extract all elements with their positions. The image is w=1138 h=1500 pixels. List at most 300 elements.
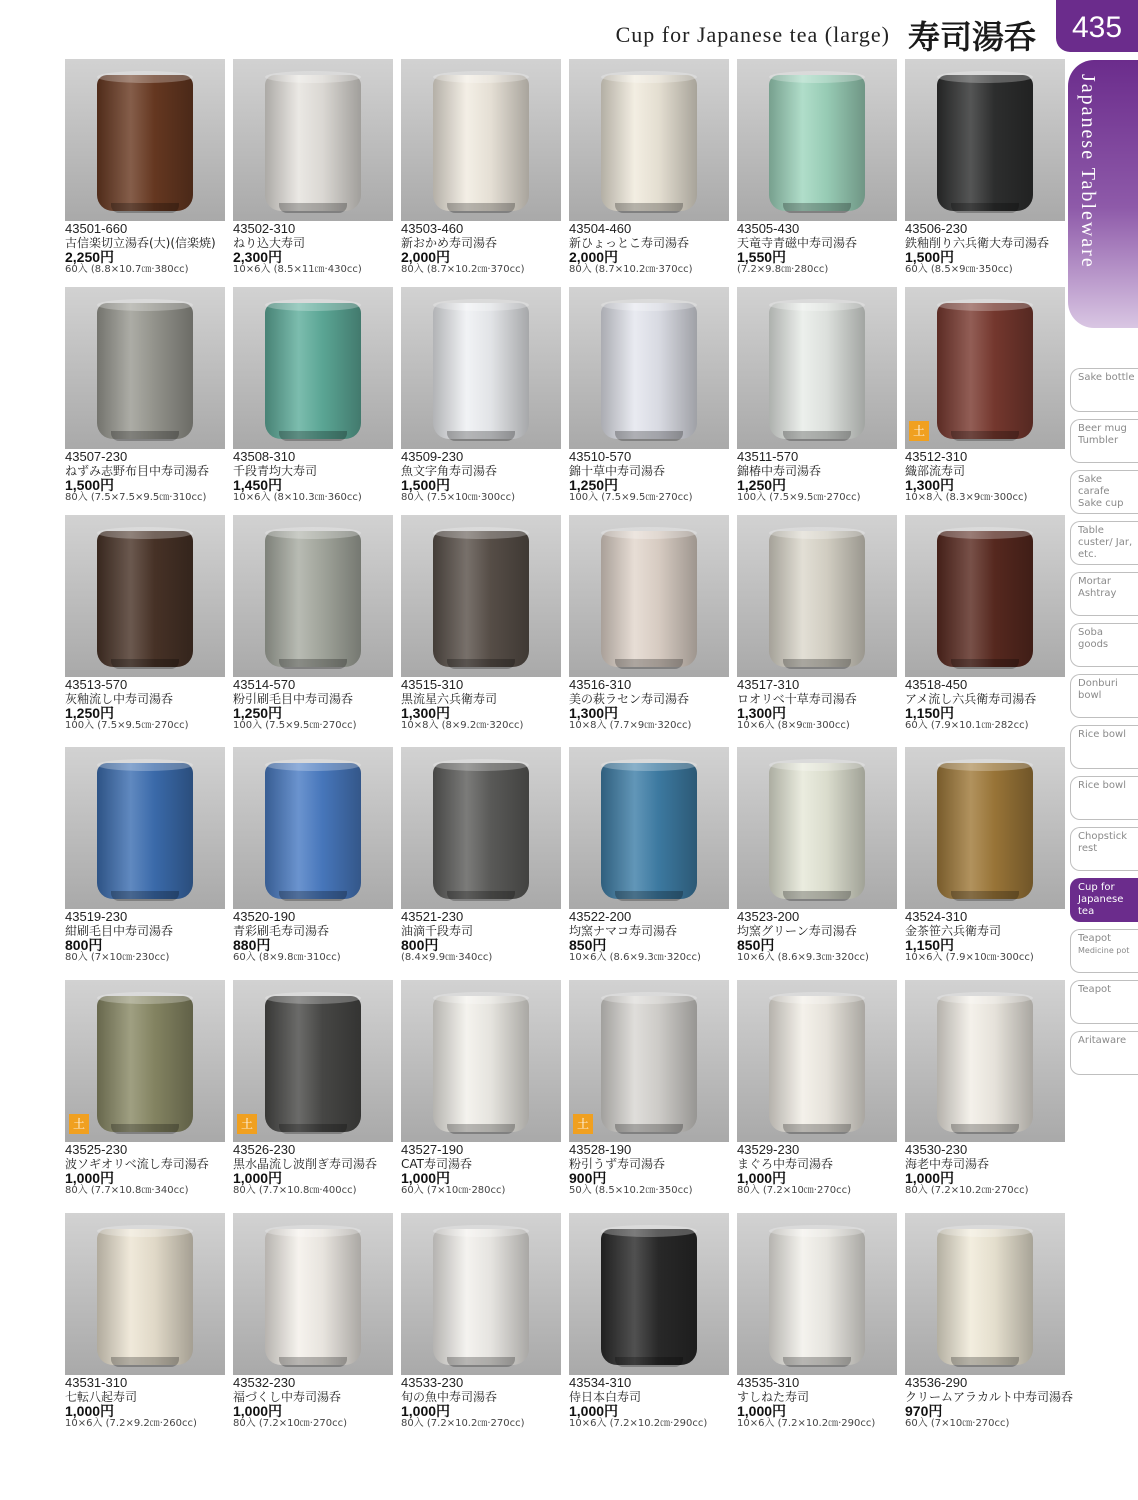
product-spec: 80入 (8.7×10.2㎝·370cc) — [401, 264, 525, 275]
product-caption — [737, 222, 912, 276]
product-spec: 10×8入 (8.3×9㎝·300cc) — [905, 492, 1028, 503]
cup-foot — [447, 891, 515, 901]
cup-rim — [937, 992, 1033, 1004]
product-code: 43528-190 — [569, 1142, 632, 1157]
product-code: 43532-230 — [233, 1375, 296, 1390]
product-spec: (8.4×9.9㎝·340cc) — [401, 952, 493, 963]
product-name: 均窯グリーン寿司湯呑 — [737, 924, 857, 938]
product-spec: 50入 (8.5×10.2㎝·350cc) — [569, 1185, 693, 1196]
cup-rim — [769, 1225, 865, 1237]
cup-foot — [951, 203, 1019, 213]
product-photo — [65, 515, 225, 677]
tea-cup-image — [265, 996, 361, 1132]
cup-rim — [769, 299, 865, 311]
product-name: 美の萩ラセン寿司湯呑 — [569, 692, 690, 706]
cup-rim — [433, 1225, 529, 1237]
product-caption — [905, 222, 1080, 276]
product-name: 新ひょっとこ寿司湯呑 — [569, 236, 690, 250]
product-name: 千段青均大寿司 — [233, 464, 318, 478]
tea-cup-image — [433, 303, 529, 439]
product-photo — [401, 59, 561, 221]
cup-rim — [97, 71, 193, 83]
product-caption — [569, 678, 744, 732]
product-price: 1,000円 — [569, 1403, 619, 1419]
clay-badge: 土 — [237, 1114, 257, 1134]
product-caption — [401, 1376, 576, 1430]
cup-rim — [433, 527, 529, 539]
category-tabs — [1070, 368, 1138, 1082]
tab-label: Rice bowl — [1078, 729, 1126, 740]
product-name: 金茶笹六兵衛寿司 — [905, 924, 1002, 938]
page-number: 435 — [1056, 0, 1138, 52]
product-price: 1,000円 — [65, 1403, 115, 1419]
tea-cup-image — [601, 75, 697, 211]
product-price: 1,150円 — [905, 705, 955, 721]
tea-cup-image — [97, 75, 193, 211]
product-code: 43501-660 — [65, 221, 128, 236]
product-price: 850円 — [737, 937, 775, 953]
tea-cup-image — [769, 996, 865, 1132]
product-photo — [65, 59, 225, 221]
cup-foot — [951, 1357, 1019, 1367]
product-price: 800円 — [401, 937, 439, 953]
product-name: 魚文字角寿司湯呑 — [401, 464, 498, 478]
tab-mortar-ashtray[interactable] — [1070, 572, 1138, 616]
product-photo — [569, 59, 729, 221]
product-code: 43522-200 — [569, 909, 632, 924]
cup-rim — [937, 527, 1033, 539]
product-caption — [233, 1376, 408, 1430]
product-caption — [233, 1143, 408, 1197]
product-caption — [233, 910, 408, 964]
product-spec: 80入 (7×10㎝·230cc) — [65, 952, 170, 963]
cup-foot — [783, 659, 851, 669]
product-code: 43530-230 — [905, 1142, 968, 1157]
cup-foot — [615, 431, 683, 441]
tab-rice-bowl[interactable] — [1070, 725, 1138, 769]
tab-label: Table custer/ Jar, etc. — [1078, 525, 1133, 560]
cup-rim — [265, 299, 361, 311]
product-photo — [737, 1213, 897, 1375]
product-photo — [905, 1213, 1065, 1375]
product-caption — [737, 678, 912, 732]
cup-foot — [111, 431, 179, 441]
product-photo — [905, 515, 1065, 677]
cup-foot — [951, 431, 1019, 441]
cup-rim — [265, 992, 361, 1004]
cup-rim — [601, 527, 697, 539]
cup-rim — [97, 299, 193, 311]
tea-cup-image — [769, 763, 865, 899]
product-spec: 80入 (7.5×10㎝·300cc) — [401, 492, 515, 503]
product-spec: 80入 (7.7×10.8㎝·400cc) — [233, 1185, 357, 1196]
cup-rim — [97, 527, 193, 539]
product-photo — [905, 980, 1065, 1142]
cup-foot — [279, 431, 347, 441]
product-caption — [569, 910, 744, 964]
product-photo — [569, 747, 729, 909]
product-spec: 60入 (8.5×9㎝·350cc) — [905, 264, 1013, 275]
product-spec: 80入 (8.7×10.2㎝·370cc) — [569, 264, 693, 275]
product-spec: 60入 (7.9×10.1㎝·282cc) — [905, 720, 1029, 731]
tea-cup-image — [265, 763, 361, 899]
tea-cup-image — [97, 1229, 193, 1365]
product-code: 43525-230 — [65, 1142, 128, 1157]
product-price: 1,300円 — [401, 705, 451, 721]
product-spec: 80入 (7.2×10.2㎝·270cc) — [401, 1418, 525, 1429]
product-spec: 10×6入 (8.6×9.3㎝·320cc) — [569, 952, 701, 963]
product-photo — [905, 59, 1065, 221]
product-caption — [905, 450, 1080, 504]
cup-foot — [447, 203, 515, 213]
tab-soba-goods[interactable] — [1070, 623, 1138, 667]
product-caption — [65, 678, 240, 732]
product-photo — [905, 287, 1065, 449]
product-code: 43511-570 — [737, 449, 799, 464]
product-photo — [233, 515, 393, 677]
cup-foot — [279, 203, 347, 213]
tab-rice-bowl[interactable] — [1070, 776, 1138, 820]
product-name: 青彩刷毛寿司湯呑 — [233, 924, 330, 938]
cup-rim — [601, 992, 697, 1004]
product-caption — [569, 222, 744, 276]
product-code: 43535-310 — [737, 1375, 800, 1390]
product-spec: 10×8入 (7.7×9㎝·320cc) — [569, 720, 692, 731]
page-header — [0, 0, 1138, 60]
product-name: まぐろ中寿司湯呑 — [737, 1157, 834, 1171]
tea-cup-image — [97, 763, 193, 899]
product-caption — [65, 450, 240, 504]
tea-cup-image — [769, 75, 865, 211]
product-code: 43514-570 — [233, 677, 296, 692]
product-code: 43526-230 — [233, 1142, 296, 1157]
product-price: 2,300円 — [233, 249, 283, 265]
cup-foot — [111, 203, 179, 213]
product-name: 黒流星六兵衛寿司 — [401, 692, 498, 706]
tea-cup-image — [97, 996, 193, 1132]
cup-rim — [265, 527, 361, 539]
product-photo — [905, 747, 1065, 909]
tab-beer-mug-tumbler[interactable] — [1070, 419, 1138, 463]
product-caption — [905, 1376, 1080, 1430]
tab-label: Sake bottle — [1078, 372, 1135, 383]
product-spec: 100入 (7.5×9.5㎝·270cc) — [233, 720, 357, 731]
product-code: 43529-230 — [737, 1142, 800, 1157]
clay-badge: 土 — [573, 1114, 593, 1134]
product-code: 43508-310 — [233, 449, 296, 464]
product-price: 1,250円 — [737, 477, 787, 493]
product-spec: 60入 (8.8×10.7㎝·380cc) — [65, 264, 189, 275]
product-price: 900円 — [569, 1170, 607, 1186]
tea-cup-image — [769, 303, 865, 439]
product-price: 1,000円 — [737, 1170, 787, 1186]
cup-foot — [111, 1357, 179, 1367]
tab-label: Teapot — [1078, 984, 1112, 995]
cup-foot — [111, 1124, 179, 1134]
product-photo — [65, 980, 225, 1142]
tab-donburi-bowl[interactable] — [1070, 674, 1138, 718]
product-code: 43531-310 — [65, 1375, 128, 1390]
product-photo — [233, 1213, 393, 1375]
tab-label: Sake carafe Sake cup — [1078, 474, 1124, 509]
product-code: 43519-230 — [65, 909, 128, 924]
tab-sake-carafe-sake-cup[interactable] — [1070, 470, 1138, 514]
cup-rim — [433, 71, 529, 83]
product-code: 43509-230 — [401, 449, 464, 464]
product-code: 43502-310 — [233, 221, 296, 236]
product-name: 天竜寺青磁中寿司湯呑 — [737, 236, 858, 250]
tab-sublabel: Medicine pot — [1078, 946, 1130, 955]
product-price: 800円 — [65, 937, 103, 953]
product-spec: 100入 (7.5×9.5㎝·270cc) — [737, 492, 861, 503]
product-code: 43524-310 — [905, 909, 968, 924]
cup-rim — [937, 759, 1033, 771]
product-code: 43517-310 — [737, 677, 800, 692]
tea-cup-image — [433, 996, 529, 1132]
product-name: 粉引うず寿司湯呑 — [569, 1157, 666, 1171]
cup-foot — [615, 891, 683, 901]
clay-badge: 土 — [69, 1114, 89, 1134]
product-spec: 100入 (7.5×9.5㎝·270cc) — [569, 492, 693, 503]
cup-foot — [615, 1357, 683, 1367]
product-code: 43507-230 — [65, 449, 128, 464]
product-price: 1,000円 — [65, 1170, 115, 1186]
product-photo — [65, 1213, 225, 1375]
product-price: 1,300円 — [737, 705, 787, 721]
product-caption — [905, 1143, 1080, 1197]
tab-table-custer-jar-etc[interactable] — [1070, 521, 1138, 565]
product-code: 43506-230 — [905, 221, 968, 236]
cup-rim — [937, 299, 1033, 311]
product-photo — [65, 287, 225, 449]
product-spec: 80入 (7.2×10.2㎝·270cc) — [905, 1185, 1029, 1196]
product-name: ねり込大寿司 — [233, 236, 306, 250]
product-name: 油滴千段寿司 — [401, 924, 474, 938]
product-price: 1,300円 — [905, 477, 955, 493]
tab-teapot[interactable] — [1070, 929, 1138, 973]
product-caption — [401, 450, 576, 504]
product-name: 旬の魚中寿司湯呑 — [401, 1390, 498, 1404]
product-photo — [569, 287, 729, 449]
product-code: 43515-310 — [401, 677, 464, 692]
product-photo — [233, 59, 393, 221]
cup-rim — [769, 71, 865, 83]
tab-sake-bottle[interactable] — [1070, 368, 1138, 412]
tea-cup-image — [97, 303, 193, 439]
product-price: 1,300円 — [569, 705, 619, 721]
product-code: 43527-190 — [401, 1142, 464, 1157]
product-name: 古信楽切立湯呑(大)(信楽焼) — [65, 236, 216, 250]
product-photo — [737, 980, 897, 1142]
product-code: 43533-230 — [401, 1375, 464, 1390]
cup-foot — [447, 1124, 515, 1134]
tab-label: Donburi bowl — [1078, 678, 1118, 701]
product-price: 1,450円 — [233, 477, 283, 493]
cup-rim — [265, 1225, 361, 1237]
product-photo — [233, 287, 393, 449]
tea-cup-image — [601, 996, 697, 1132]
tab-teapot[interactable] — [1070, 980, 1138, 1024]
cup-rim — [601, 71, 697, 83]
tea-cup-image — [433, 75, 529, 211]
cup-foot — [615, 1124, 683, 1134]
product-price: 1,500円 — [905, 249, 955, 265]
product-name: 錦十草中寿司湯呑 — [569, 464, 666, 478]
tab-label: Mortar Ashtray — [1078, 576, 1117, 599]
cup-rim — [937, 1225, 1033, 1237]
product-caption — [737, 450, 912, 504]
product-spec: 10×6入 (7.2×9.2㎝·260cc) — [65, 1418, 197, 1429]
product-code: 43536-290 — [905, 1375, 968, 1390]
product-caption — [233, 450, 408, 504]
product-spec: 80入 (7.2×10㎝·270cc) — [233, 1418, 347, 1429]
cup-foot — [279, 891, 347, 901]
product-name: 海老中寿司湯呑 — [905, 1157, 990, 1171]
tab-cup-for-japanese-tea[interactable] — [1070, 878, 1138, 922]
tab-aritaware[interactable] — [1070, 1031, 1138, 1075]
product-caption — [233, 222, 408, 276]
tab-chopstick-rest[interactable] — [1070, 827, 1138, 871]
tab-label: Cup for Japanese tea — [1078, 882, 1124, 917]
cup-rim — [769, 992, 865, 1004]
cup-foot — [615, 203, 683, 213]
product-name: 福づくし中寿司湯呑 — [233, 1390, 342, 1404]
product-name: 織部流寿司 — [905, 464, 966, 478]
tea-cup-image — [265, 531, 361, 667]
product-spec: 10×6入 (8×9㎝·300cc) — [737, 720, 850, 731]
tea-cup-image — [601, 763, 697, 899]
tea-cup-image — [769, 531, 865, 667]
product-price: 2,250円 — [65, 249, 115, 265]
product-price: 1,000円 — [233, 1170, 283, 1186]
product-spec: 10×8入 (8×9.2㎝·320cc) — [401, 720, 524, 731]
product-name: ロオリベ十草寿司湯呑 — [737, 692, 857, 706]
cup-rim — [265, 71, 361, 83]
product-photo — [233, 980, 393, 1142]
product-photo — [737, 515, 897, 677]
side-category-label: Japanese Tableware — [1077, 74, 1099, 269]
page-title-jp: 寿司湯呑 — [907, 18, 1036, 56]
tea-cup-image — [937, 531, 1033, 667]
product-code: 43516-310 — [569, 677, 632, 692]
product-code: 43520-190 — [233, 909, 296, 924]
product-price: 1,250円 — [233, 705, 283, 721]
side-category-tab[interactable] — [1068, 60, 1138, 328]
cup-rim — [769, 759, 865, 771]
product-spec: 60入 (7×10㎝·280cc) — [401, 1185, 506, 1196]
cup-foot — [783, 203, 851, 213]
product-photo — [65, 747, 225, 909]
tea-cup-image — [433, 1229, 529, 1365]
tea-cup-image — [937, 1229, 1033, 1365]
cup-foot — [951, 659, 1019, 669]
tea-cup-image — [601, 303, 697, 439]
tea-cup-image — [265, 1229, 361, 1365]
product-price: 1,000円 — [401, 1170, 451, 1186]
product-caption — [905, 678, 1080, 732]
cup-foot — [615, 659, 683, 669]
page-title-en: Cup for Japanese tea (large) — [615, 22, 890, 47]
product-spec: 100入 (7.5×9.5㎝·270cc) — [65, 720, 189, 731]
cup-rim — [433, 992, 529, 1004]
product-name: 紺刷毛目中寿司湯呑 — [65, 924, 174, 938]
tab-label: Chopstick rest — [1078, 831, 1127, 854]
cup-foot — [447, 659, 515, 669]
product-photo — [401, 287, 561, 449]
cup-foot — [951, 1124, 1019, 1134]
tab-label: Soba goods — [1078, 627, 1109, 650]
product-caption — [65, 910, 240, 964]
product-code: 43512-310 — [905, 449, 968, 464]
product-price: 1,000円 — [233, 1403, 283, 1419]
product-photo — [569, 1213, 729, 1375]
product-spec: 10×6入 (8.5×11㎝·430cc) — [233, 264, 362, 275]
cup-rim — [433, 759, 529, 771]
product-code: 43534-310 — [569, 1375, 632, 1390]
product-name: 侍日本白寿司 — [569, 1390, 642, 1404]
cup-foot — [279, 1124, 347, 1134]
product-spec: 10×6入 (8×10.3㎝·360cc) — [233, 492, 362, 503]
product-price: 1,550円 — [737, 249, 787, 265]
cup-rim — [265, 759, 361, 771]
tab-label: Aritaware — [1078, 1035, 1127, 1046]
product-photo — [233, 747, 393, 909]
product-name: アメ流し六兵衛寿司湯呑 — [905, 692, 1037, 706]
product-name: 黒水晶流し波削ぎ寿司湯呑 — [233, 1157, 378, 1171]
tea-cup-image — [769, 1229, 865, 1365]
cup-rim — [601, 299, 697, 311]
product-price: 2,000円 — [401, 249, 451, 265]
product-caption — [737, 1143, 912, 1197]
product-spec: 10×6入 (7.9×10㎝·300cc) — [905, 952, 1034, 963]
cup-foot — [279, 1357, 347, 1367]
product-caption — [65, 1376, 240, 1430]
product-price: 880円 — [233, 937, 271, 953]
product-caption — [401, 1143, 576, 1197]
product-name: 波ソギオリベ流し寿司湯呑 — [65, 1157, 209, 1171]
tea-cup-image — [601, 531, 697, 667]
product-caption — [401, 222, 576, 276]
product-caption — [905, 910, 1080, 964]
cup-foot — [783, 1357, 851, 1367]
product-code: 43513-570 — [65, 677, 128, 692]
tea-cup-image — [601, 1229, 697, 1365]
cup-rim — [769, 527, 865, 539]
product-name: ねずみ志野布目中寿司湯呑 — [65, 464, 210, 478]
product-price: 1,000円 — [401, 1403, 451, 1419]
product-caption — [737, 910, 912, 964]
product-name: 新おかめ寿司湯呑 — [401, 236, 498, 250]
tea-cup-image — [937, 303, 1033, 439]
cup-rim — [97, 759, 193, 771]
product-photo — [401, 980, 561, 1142]
product-code: 43521-230 — [401, 909, 464, 924]
tea-cup-image — [433, 531, 529, 667]
product-spec: 10×6入 (7.2×10.2㎝·290cc) — [737, 1418, 876, 1429]
product-photo — [569, 515, 729, 677]
product-price: 1,150円 — [905, 937, 955, 953]
product-price: 970円 — [905, 1403, 943, 1419]
product-name: 錦椿中寿司湯呑 — [737, 464, 822, 478]
product-photo — [401, 747, 561, 909]
cup-foot — [951, 891, 1019, 901]
tea-cup-image — [265, 75, 361, 211]
product-price: 2,000円 — [569, 249, 619, 265]
product-photo — [737, 747, 897, 909]
product-caption — [737, 1376, 912, 1430]
cup-rim — [601, 1225, 697, 1237]
product-name: 七転八起寿司 — [65, 1390, 138, 1404]
